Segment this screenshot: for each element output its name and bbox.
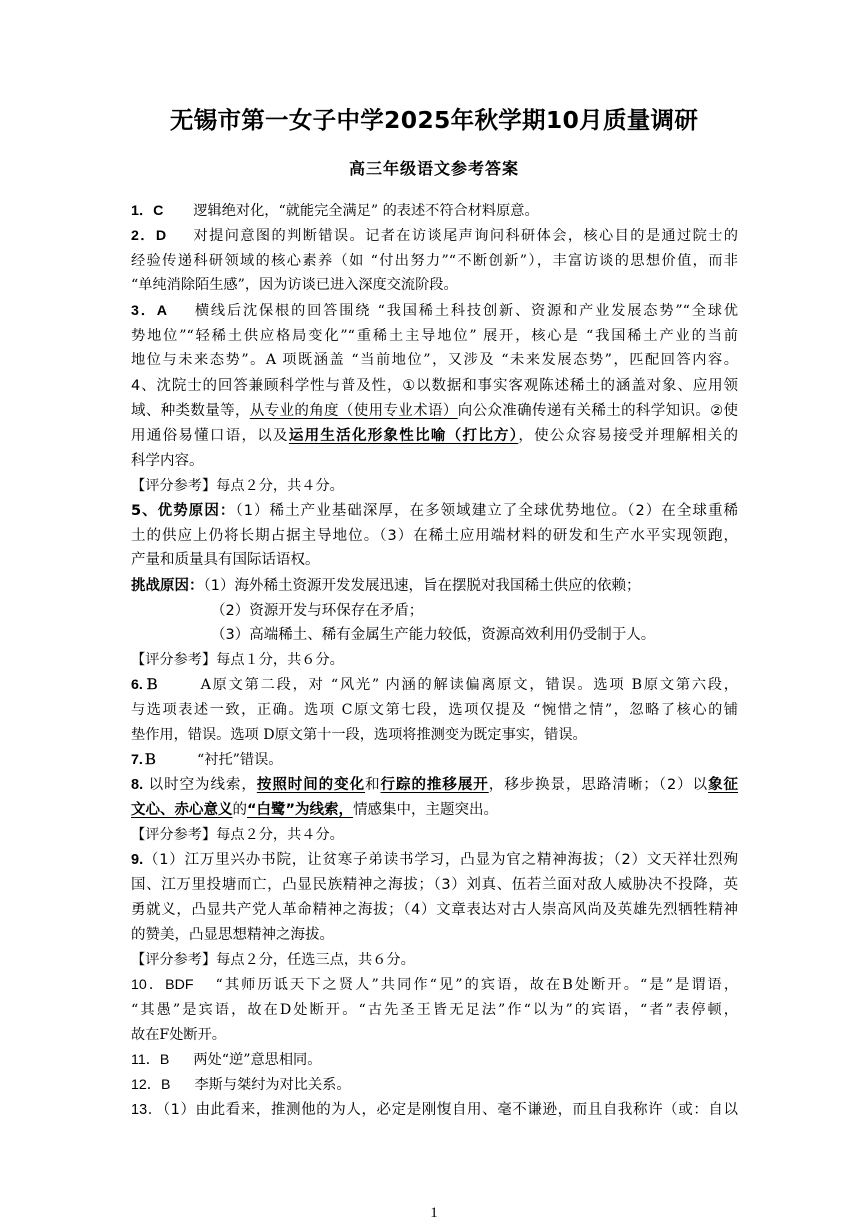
answer-text: “其师历诋天下之贤人”共同作“见”的宾语，故在B处断开。“是”是谓语， (215, 977, 739, 993)
answer-7 (131, 750, 282, 770)
score-note-5: 【评分参考】每点１分，共６分。 (131, 652, 344, 668)
underlined-phrase: 从专业的角度（使用专业术语） (249, 403, 458, 419)
answer-number: 6.Ｂ (131, 677, 161, 693)
text-run: ，使公众容易接受并理解相关的 (518, 428, 739, 444)
text-run: （1）海外稀土资源开发发展迅速，旨在摆脱对我国稀土供应的依赖； (203, 578, 641, 594)
page-title: 无锡市第一女子中学2025年秋学期10月质量调研 (169, 106, 699, 134)
score-note-4: 【评分参考】每点２分，共４分。 (131, 478, 344, 494)
answer-3-line-2: 势地位”“轻稀土供应格局变化”“重稀土主导地位” 展开，核心是 “我国稀土产业的当前 (131, 328, 738, 344)
text-run: 向公众准确传递有关稀土的科学知识。②使 (457, 403, 739, 419)
answer-number: 1．C (131, 203, 164, 219)
answer-4-line-4: 科学内容。 (131, 453, 204, 469)
answer-5-challenge-1 (131, 576, 640, 596)
answer-4-line-1: 4、沈院士的回答兼顾科学性与普及性，①以数据和事实客观陈述稀土的涵盖对象、应用领 (131, 378, 738, 394)
text-run: 的 (232, 802, 247, 818)
page-subtitle: 高三年级语文参考答案 (348, 159, 519, 178)
score-note-9: 【评分参考】每点２分，任选三点，共６分。 (131, 952, 415, 968)
answer-13-line-1 (131, 1100, 738, 1120)
answer-number: 5、优势原因： (131, 503, 236, 519)
answer-6-line-3: 垫作用，错误。选项 D原文第十一段，选项将推测变为既定事实，错误。 (131, 727, 587, 743)
answer-3-line-1 (131, 301, 738, 321)
answer-number: 13． (131, 1102, 163, 1118)
answer-1 (131, 201, 539, 221)
answer-text: （1）稀土产业基础深厚，在多领域建立了全球优势地位。（2）在全球重稀 (235, 503, 738, 519)
answer-5-line-1 (131, 501, 738, 521)
text-run: ，移步换景，思路清晰；（2）以 (488, 777, 709, 793)
text-run: 域、种类数量等， (131, 403, 250, 419)
answer-number: 7.Ｂ (131, 752, 158, 768)
underlined-phrase: 文心、赤心意义 (131, 802, 233, 818)
answer-4-line-2 (131, 401, 738, 421)
score-note-8: 【评分参考】每点２分，共４分。 (131, 827, 344, 843)
text-run: 以时空为线索， (143, 777, 257, 793)
answer-10-line-1 (131, 975, 738, 995)
answer-number: 11．B (131, 1052, 170, 1068)
underlined-phrase: 行踪的推移展开 (380, 777, 489, 793)
underlined-phrase: 运用生活化形象性比喻（打比方） (288, 428, 519, 444)
answer-number: 8. (131, 777, 144, 793)
answer-12 (131, 1075, 351, 1095)
answer-8-line-2 (131, 800, 498, 820)
answer-text: 李斯与桀纣为对比关系。 (194, 1077, 351, 1093)
answer-11 (131, 1050, 321, 1070)
answer-2-line-2: 经验传递科研领域的核心素养（如 “付出努力”“不断创新”），丰富访谈的思想价值，而非 (131, 253, 738, 269)
answer-5-line-2: 土的供应上仍将长期占据主导地位。（3）在稀土应用端材料的研发和生产水平实现领跑， (131, 528, 738, 544)
text-run: 用通俗易懂口语，以及 (131, 428, 289, 444)
answer-9-line-1 (131, 850, 738, 870)
answer-text: A原文第二段，对 “风光” 内涵的解读偏离原文，错误。选项 B原文第六段， (200, 677, 738, 693)
answer-number: 2．D (131, 228, 167, 244)
answer-text: （1）江万里兴办书院，让贫寒子弟读书学习，凸显为官之精神海拔；（2）文天祥壮烈殉 (143, 852, 738, 868)
page-number: 1 (430, 1205, 438, 1221)
answer-text: （1）由此看来，推测他的为人，必定是刚愎自用、毫不谦逊，而且自我称许（或：自以 (162, 1102, 738, 1118)
answer-2-line-1 (131, 226, 738, 246)
answer-5-challenge-2: （2）资源开发与环保存在矛盾； (211, 603, 424, 619)
answer-number: 10．BDF (131, 977, 194, 993)
answer-9-line-3: 勇就义，凸显共产党人革命精神之海拔；（4）文章表达对古人崇高风尚及英雄先烈牺牲精神 (131, 902, 738, 918)
answer-text: 对提问意图的判断错误。记者在访谈尾声询问科研体会，核心目的是通过院士的 (192, 228, 738, 244)
answer-number: 3．A (131, 303, 168, 319)
answer-number: 9. (131, 852, 144, 868)
answer-8-line-1 (131, 775, 738, 795)
answer-text: 两处“逆”意思相同。 (193, 1052, 322, 1068)
underlined-phrase: “白鹭”为线索， (247, 802, 354, 818)
answer-9-line-2: 国、江万里投塘而亡，凸显民族精神之海拔；（3）刘真、伍若兰面对敌人威胁决不投降，英 (131, 877, 738, 893)
underlined-phrase: 象征 (708, 777, 739, 793)
answer-5-line-3: 产量和质量具有国际话语权。 (131, 552, 320, 568)
answer-10-line-3: 故在F处断开。 (131, 1027, 226, 1043)
answer-text: 逻辑绝对化，“就能完全满足” 的表述不符合材料原意。 (193, 203, 539, 219)
text-run: 和 (365, 777, 381, 793)
answer-5-challenge-3: （3）高端稀土、稀有金属生产能力较低，资源高效利用仍受制于人。 (211, 627, 656, 643)
answer-text: 横线后沈保根的回答围绕 “我国稀土科技创新、资源和产业发展态势”“全球优 (193, 303, 738, 319)
answer-number: 12．B (131, 1077, 171, 1093)
answer-6-line-1 (131, 675, 738, 695)
underlined-phrase: 按照时间的变化 (256, 777, 366, 793)
answer-text: “衬托”错误。 (197, 752, 283, 768)
answer-6-line-2: 与选项表述一致，正确。选项 C原文第七段，选项仅提及 “惋惜之情”，忽略了核心的铺 (131, 702, 738, 718)
answer-10-line-2: “其愚”是宾语，故在D处断开。“古先圣王皆无足法”作“以为”的宾语，“者”表停顿， (131, 1002, 738, 1018)
answer-3-line-3: 地位与未来态势”。A 项既涵盖 “当前地位”，又涉及 “未来发展态势”，匹配回答内容。 (131, 352, 738, 368)
challenge-label: 挑战原因： (131, 578, 204, 594)
answer-2-line-3: “单纯消除陌生感”，因为访谈已进入深度交流阶段。 (131, 277, 458, 293)
answer-9-line-4: 的赞美，凸显思想精神之海拔。 (131, 927, 334, 943)
text-run: 情感集中，主题突出。 (353, 802, 499, 818)
answer-4-line-3 (131, 426, 738, 446)
